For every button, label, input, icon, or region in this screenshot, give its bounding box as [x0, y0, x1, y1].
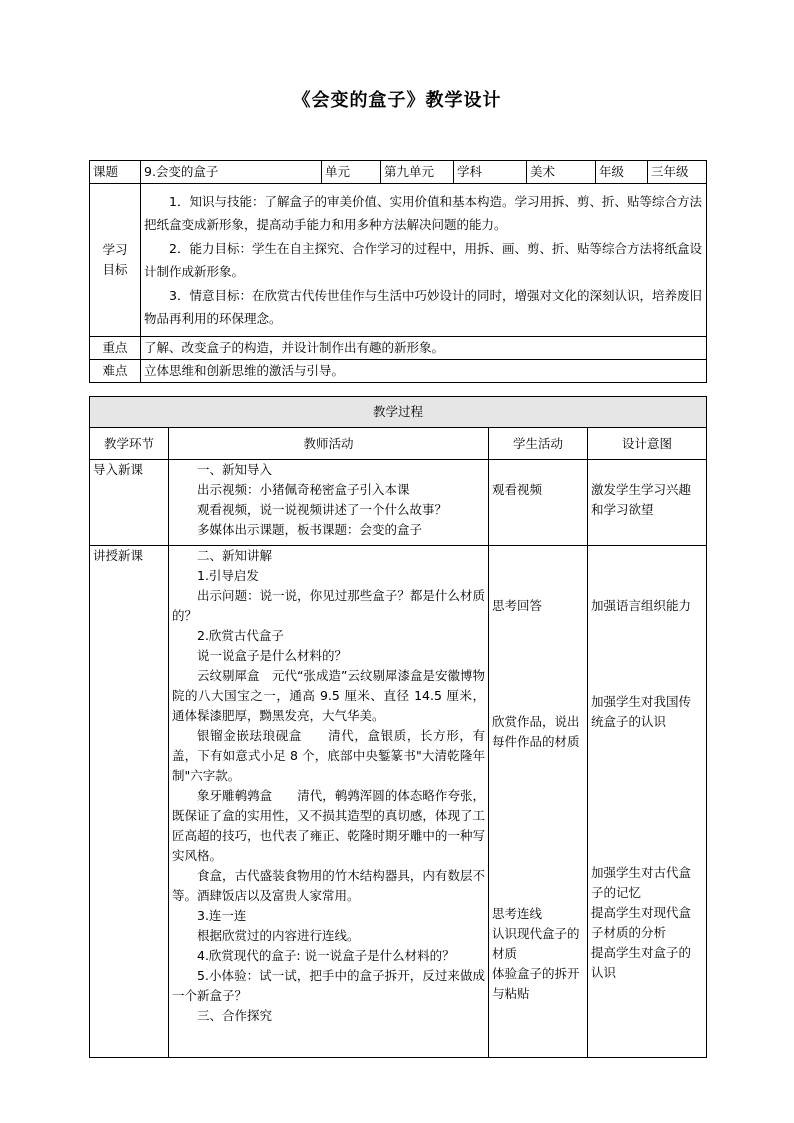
header-stage: 教学环节 [90, 428, 169, 460]
goal-ability: 2．能力目标：学生在自主探究、合作学习的过程中，用拆、画、剪、折、贴等综合方法将纸盒设计制作成新形象。 [144, 240, 702, 279]
intro-intent [588, 460, 707, 546]
design-intent: 加强学生对我国传统盒子的认识 [591, 694, 692, 729]
lecture-line: 三、合作探究 [197, 1008, 273, 1023]
intro-row [90, 460, 707, 546]
student-activity: 欣赏作品，说出每件作品的材质 [492, 714, 580, 749]
header-teacher: 教师活动 [169, 428, 489, 460]
grade-value: 三年级 [648, 161, 707, 184]
lecture-line: 根据欣赏过的内容进行连线。 [197, 928, 360, 943]
lecture-line: 食盒，古代盛装食物用的竹木结构器具，内有数层不等。酒肆饭店以及富贵人家常用。 [172, 868, 485, 903]
student-activity: 思考回答 [492, 598, 543, 613]
difficulty-text: 立体思维和创新思维的激活与引导。 [141, 360, 707, 383]
lecture-stage: 讲授新课 [90, 546, 169, 1058]
intro-student [489, 460, 588, 546]
lecture-row [90, 546, 707, 1058]
intro-stage: 导入新课 [90, 460, 169, 546]
goals-label-line-2: 目标 [102, 262, 128, 277]
difficulty-row [90, 360, 707, 383]
lecture-line: 二、新知讲解 [197, 548, 273, 563]
unit-label: 单元 [322, 161, 381, 184]
key-point-label: 重点 [90, 337, 141, 360]
lesson-info-table [89, 160, 707, 383]
subject-value: 美术 [527, 161, 596, 184]
process-header-row [90, 428, 707, 460]
goal-affective: 3．情意目标：在欣赏古代传世佳作与生活中巧妙设计的同时，增强对文化的深刻认识，培养废旧物品再利用的环保理念。 [144, 287, 702, 326]
lecture-line: 银镏金嵌珐琅砚盒 清代，盒银质，长方形，有盖，下有如意式小足 8 个，底部中央錾篆书"大清乾隆年制"六字款。 [172, 728, 485, 783]
intro-line: 观看视频，说一说视频讲述了一个什么故事？ [197, 502, 448, 517]
lecture-line: 云纹剔犀盒 元代“张成造”云纹剔犀漆盒是安徽博物院的八大国宝之一，通高 9.5 厘米、直径 14.5 厘米，通体髹漆肥厚，黝黑发亮，大气华美。 [172, 668, 485, 723]
topic-value: 9.会变的盒子 [141, 161, 322, 184]
info-row [90, 161, 707, 184]
goals-content [141, 184, 707, 337]
lecture-line: 象牙雕鹌鹑盒 清代，鹌鹑浑圆的体态略作夸张，既保证了盒的实用性，又不损其造型的真切感，体现了工匠高超的技巧，也代表了雍正、乾隆时期牙雕中的一种写实风格。 [172, 788, 485, 863]
lecture-line: 5.小体验：试一试，把手中的盒子拆开，反过来做成一个新盒子？ [172, 968, 485, 1003]
lecture-line: 2.欣赏古代盒子 [197, 628, 284, 643]
student-activity: 体验盒子的拆开与粘贴 [492, 966, 580, 1001]
intro-teacher [169, 460, 489, 546]
lecture-line: 1.引导启发 [197, 568, 259, 583]
lecture-line: 3.连一连 [197, 908, 247, 923]
header-intent: 设计意图 [588, 428, 707, 460]
goal-knowledge: 1．知识与技能：了解盒子的审美价值、实用价值和基本构造。学习用拆、剪、折、贴等综合方法把纸盒变成新形象，提高动手能力和用多种方法解决问题的能力。 [144, 193, 702, 232]
lecture-student [489, 546, 588, 1058]
teaching-process-table [89, 396, 707, 1058]
design-intent: 提高学生对现代盒子材质的分析 [591, 905, 692, 940]
unit-value: 第九单元 [381, 161, 454, 184]
intro-student-text: 观看视频 [492, 482, 543, 497]
header-student: 学生活动 [489, 428, 588, 460]
lecture-line: 4.欣赏现代的盒子: 说一说盒子是什么材料的？ [197, 948, 455, 963]
goals-label-line-1: 学习 [102, 242, 128, 257]
intro-intent-text: 激发学生学习兴趣和学习欲望 [591, 482, 692, 517]
page-title: 《会变的盒子》教学设计 [292, 90, 502, 111]
intro-line: 多媒体出示课题，板书课题：会变的盒子 [197, 522, 423, 537]
key-point-text: 了解、改变盒子的构造，并设计制作出有趣的新形象。 [141, 337, 707, 360]
design-intent: 加强语言组织能力 [591, 598, 692, 613]
lecture-line: 说一说盒子是什么材料的？ [197, 648, 348, 663]
subject-label: 学科 [454, 161, 527, 184]
design-intent: 提高学生对盒子的认识 [591, 945, 692, 980]
goals-label [90, 184, 141, 337]
student-activity: 思考连线 [492, 906, 543, 921]
intro-line: 一、新知导入 [197, 462, 273, 477]
difficulty-label: 难点 [90, 360, 141, 383]
lecture-intent [588, 546, 707, 1058]
topic-label: 课题 [90, 161, 141, 184]
key-point-row [90, 337, 707, 360]
design-intent: 加强学生对古代盒子的记忆 [591, 865, 692, 900]
student-activity: 认识现代盒子的材质 [492, 926, 580, 961]
lecture-teacher [169, 546, 489, 1058]
intro-line: 出示视频：小猪佩奇秘密盒子引入本课 [197, 482, 410, 497]
lecture-line: 出示问题：说一说，你见过那些盒子？都是什么材质的？ [172, 588, 485, 623]
goals-row [90, 184, 707, 337]
grade-label: 年级 [596, 161, 648, 184]
process-band: 教学过程 [90, 397, 707, 428]
